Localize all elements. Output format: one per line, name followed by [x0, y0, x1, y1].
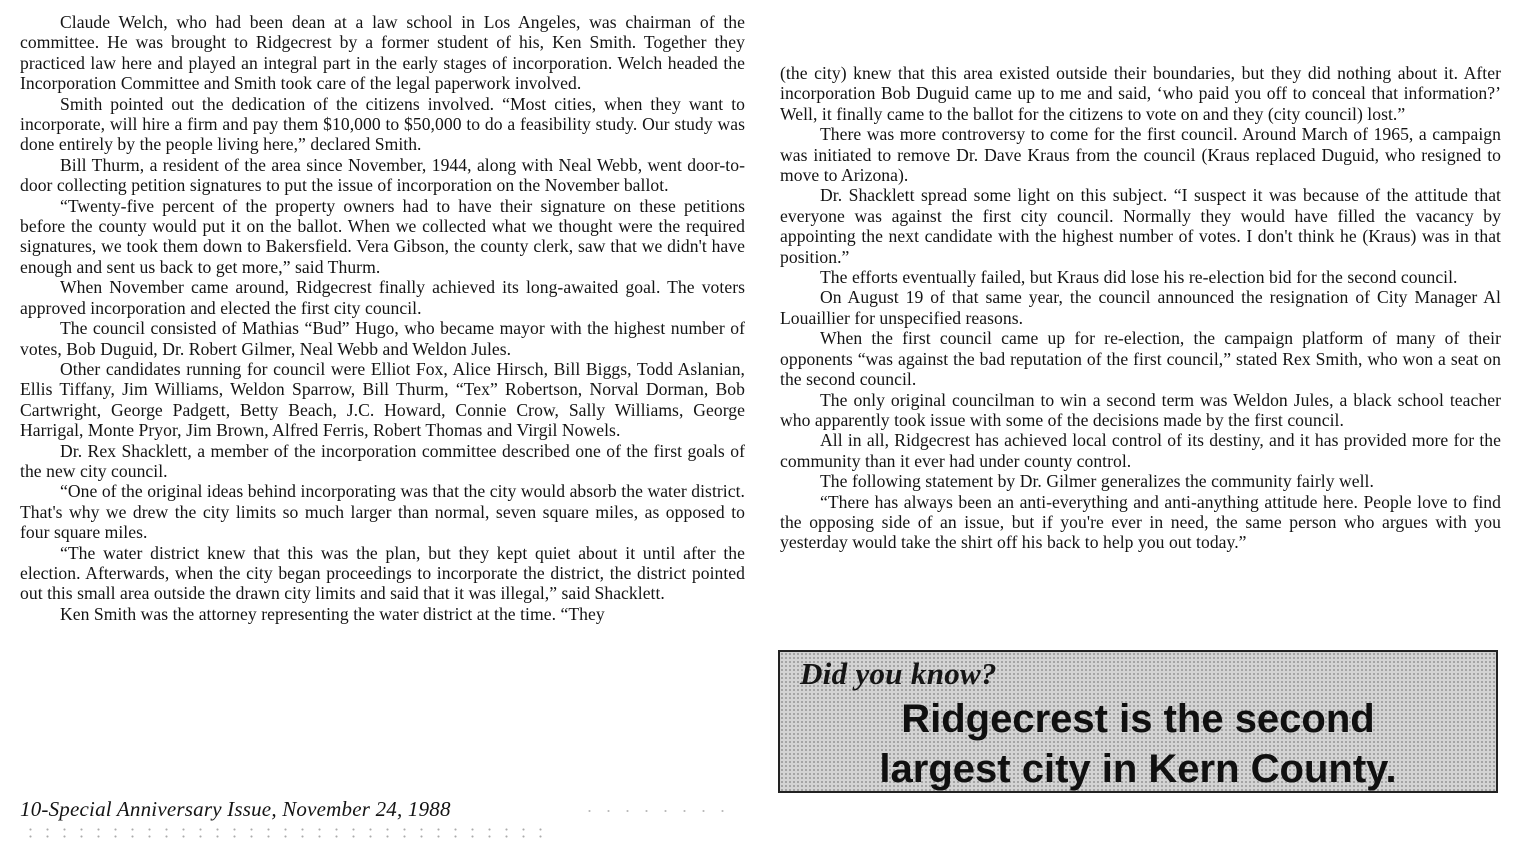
paragraph: Dr. Shacklett spread some light on this subject. “I suspect it was because of the attitude that everyone was against the first city council. Normally they would have filled the vacancy by appointing the next candidate with the highest number of votes. I don't think he (Kraus) was in that position.” — [780, 185, 1501, 267]
paragraph: Other candidates running for council were Elliot Fox, Alice Hirsch, Bill Biggs, Todd Aslanian, Ellis Tiffany, Jim Williams, Weldon Sparrow, Bill Thurm, “Tex” Robertson, Norval Dorman, Bob Cartwright, George Padgett, Betty Beach, J.C. Howard, Connie Crow, Sally Williams, George Harrigal, Monte Pryor, Jim Brown, Alfred Ferris, Robert Thomas and Virgil Nowels. — [20, 358, 745, 441]
headline-line: Ridgecrest is the second — [901, 697, 1375, 741]
paragraph: All in all, Ridgecrest has achieved local control of its destiny, and it has provided more for the community than it ever had under county control. — [780, 430, 1501, 471]
paragraph: “Twenty-five percent of the property owners had to have their signature on these petitions before the county would put it on the ballot. When we collected what we thought were the required signatures, we took them down to Bakersfield. Vera Gibson, the county clerk, saw that we didn't have enough and sent us back to get more,” said Thurm. — [20, 195, 745, 277]
paragraph: (the city) knew that this area existed outside their boundaries, but they did nothing about it. After incorporation Bob Duguid came up to me and said, ‘who paid you off to conceal that information?’ Well, it finally came to the ballot for the citizens to vote on and they (city council) lost.” — [780, 63, 1501, 124]
paragraph: There was more controversy to come for the first council. Around March of 1965, a campaign was initiated to remove Dr. Dave Kraus from the council (Kraus replaced Duguid, who resigned to move to Arizona). — [780, 124, 1501, 186]
did-you-know-box — [778, 650, 1498, 793]
paragraph: Smith pointed out the dedication of the citizens involved. “Most cities, when they want to incorporate, will hire a firm and pay them $10,000 to $50,000 to do a feasibility study. Our study was done entirely by the people living here,” declared Smith. — [20, 93, 745, 155]
paragraph: The only original councilman to win a second term was Weldon Jules, a black school teacher who apparently took issue with some of the decisions made by the first council. — [780, 389, 1501, 430]
paragraph: When November came around, Ridgecrest finally achieved its long-awaited goal. The voters approved incorporation and elected the first city council. — [20, 277, 745, 318]
article-right-column — [780, 63, 1501, 553]
paragraph: Bill Thurm, a resident of the area since November, 1944, along with Neal Webb, went door-to-door collecting petition signatures to put the issue of incorporation on the November ballot. — [20, 154, 745, 196]
did-you-know-headline — [780, 694, 1496, 794]
paragraph: The efforts eventually failed, but Kraus did lose his re-election bid for the second council. — [820, 267, 1458, 288]
paragraph: On August 19 of that same year, the council announced the resignation of City Manager Al Louaillier for unspecified reasons. — [780, 287, 1501, 328]
paragraph: The following statement by Dr. Gilmer generalizes the community fairly well. — [820, 471, 1374, 492]
paragraph: Claude Welch, who had been dean at a law school in Los Angeles, was chairman of the committee. He was brought to Ridgecrest by a former student of his, Ken Smith. Together they practiced law here and played an integral part in the early stages of incorporation. Welch headed the Incorporation Committee and Smith took care of the legal paperwork involved. — [20, 12, 745, 94]
print-speckle — [580, 806, 730, 816]
paragraph: “The water district knew that this was the plan, but they kept quiet about it until after the election. Afterwards, when the city began proceedings to incorporate the district, the district pointed out this small area outside the drawn city limits and said that it was illegal,” said Shacklett. — [20, 542, 745, 604]
headline-line: largest city in Kern County. — [879, 747, 1397, 791]
paragraph: “There has always been an anti-everything and anti-anything attitude here. People love to find the opposing side of an issue, but if you're ever in need, the same person who argues with you yesterday would take the shirt off his back to help you out today.” — [780, 491, 1501, 553]
paragraph: When the first council came up for re-election, the campaign platform of many of their opponents “was against the bad reputation of the first council,” stated Rex Smith, who won a seat on the second council. — [780, 328, 1501, 390]
did-you-know-kicker: Did you know? — [800, 656, 997, 691]
paragraph: “One of the original ideas behind incorporating was that the city would absorb the water district. That's why we drew the city limits so much larger than normal, seven square miles, as opposed to four square miles. — [20, 481, 745, 543]
paragraph: Ken Smith was the attorney representing the water district at the time. “They — [60, 603, 605, 624]
article-left-column — [20, 12, 745, 624]
page-footer: 10-Special Anniversary Issue, November 24, 1988 — [20, 797, 451, 821]
paragraph: The council consisted of Mathias “Bud” Hugo, who became mayor with the highest number of votes, Bob Duguid, Dr. Robert Gilmer, Neal Webb and Weldon Jules. — [20, 318, 745, 359]
print-speckle — [22, 826, 542, 842]
paragraph: Dr. Rex Shacklett, a member of the incorporation committee described one of the first goals of the new city council. — [20, 440, 745, 481]
